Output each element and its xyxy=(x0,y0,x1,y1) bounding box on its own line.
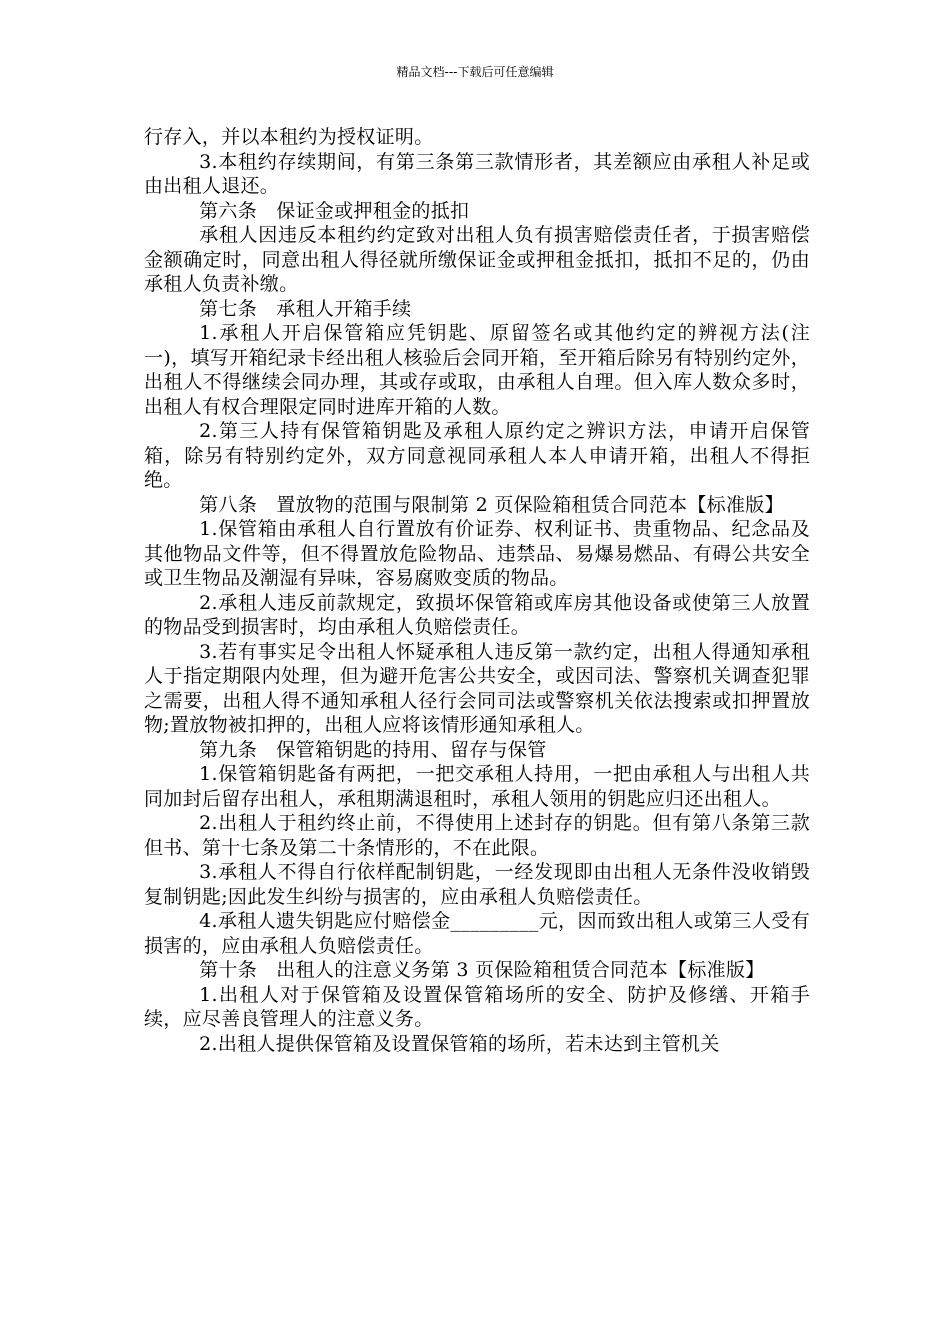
document-body xyxy=(144,125,810,1056)
paragraph: 3.若有事实足令出租人怀疑承租人违反第一款约定，出租人得通知承租人于指定期限内处理，但为避开危害公共安全，或因司法、警察机关调查犯罪之需要，出租人得不通知承租人径行会同司法或警察机关依法搜索或扣押置放物;置放物被扣押的，出租人应将该情形通知承租人。 xyxy=(144,640,810,736)
paragraph: 第十条 出租人的注意义务第 3 页保险箱租赁合同范本【标准版】 xyxy=(199,959,765,981)
paragraph: 1.承租人开启保管箱应凭钥匙、原留签名或其他约定的辨视方法(注一)，填写开箱纪录卡经出租人核验后会同开箱，至开箱后除另有特别约定外，出租人不得继续会同办理，其或存或取，由承租人自理。但入库人数众多时，出租人有权合理限定同时进库开箱的人数。 xyxy=(144,322,810,418)
paragraph: 2.出租人提供保管箱及设置保管箱的场所，若未达到主管机关 xyxy=(199,1032,720,1055)
paragraph: 2.第三人持有保管箱钥匙及承租人原约定之辨识方法，申请开启保管箱，除另有特别约定外，双方同意视同承租人本人申请开箱，出租人不得拒绝。 xyxy=(144,420,810,491)
paragraph: 第八条 置放物的范围与限制第 2 页保险箱租赁合同范本【标准版】 xyxy=(199,493,784,516)
page-header: 精品文档---下载后可任意编辑 xyxy=(396,65,554,79)
paragraph: 1.保管箱由承租人自行置放有价证券、权利证书、贵重物品、纪念品及其他物品文件等，但不得置放危险物品、违禁品、易爆易燃品、有碍公共安全或卫生物品及潮湿有异味，容易腐败变质的物品。 xyxy=(144,518,810,589)
paragraph: 1.出租人对于保管箱及设置保管箱场所的安全、防护及修缮、开箱手续，应尽善良管理人的注意义务。 xyxy=(144,983,810,1030)
paragraph: 第六条 保证金或押租金的抵扣 xyxy=(199,199,470,222)
paragraph: 2.出租人于租约终止前，不得使用上述封存的钥匙。但有第八条第三款但书、第十七条及第二十条情形的，不在此限。 xyxy=(144,812,810,859)
paragraph: 承租人因违反本租约约定致对出租人负有损害赔偿责任者，于损害赔偿金额确定时，同意出租人得径就所缴保证金或押租金抵扣，抵扣不足的，仍由承租人负责补缴。 xyxy=(144,224,810,295)
paragraph: 2.承租人违反前款规定，致损坏保管箱或库房其他设备或使第三人放置的物品受到损害时，均由承租人负赔偿责任。 xyxy=(144,591,810,638)
paragraph: 3.承租人不得自行依样配制钥匙，一经发现即由出租人无条件没收销毁复制钥匙;因此发生纠纷与损害的，应由承租人负赔偿责任。 xyxy=(144,861,810,908)
paragraph: 行存入，并以本租约为授权证明。 xyxy=(144,126,434,148)
paragraph: 4.承租人遗失钥匙应付赔偿金_________元，因而致出租人或第三人受有损害的，应由承租人负赔偿责任。 xyxy=(144,910,810,957)
paragraph: 第七条 承租人开箱手续 xyxy=(199,297,412,320)
paragraph: 1.保管箱钥匙备有两把，一把交承租人持用，一把由承租人与出租人共同加封后留存出租人，承租期满退租时，承租人领用的钥匙应归还出租人。 xyxy=(144,763,810,810)
paragraph: 第九条 保管箱钥匙的持用、留存与保管 xyxy=(199,738,547,761)
paragraph: 3.本租约存续期间，有第三条第三款情形者，其差额应由承租人补足或由出租人退还。 xyxy=(144,150,810,197)
